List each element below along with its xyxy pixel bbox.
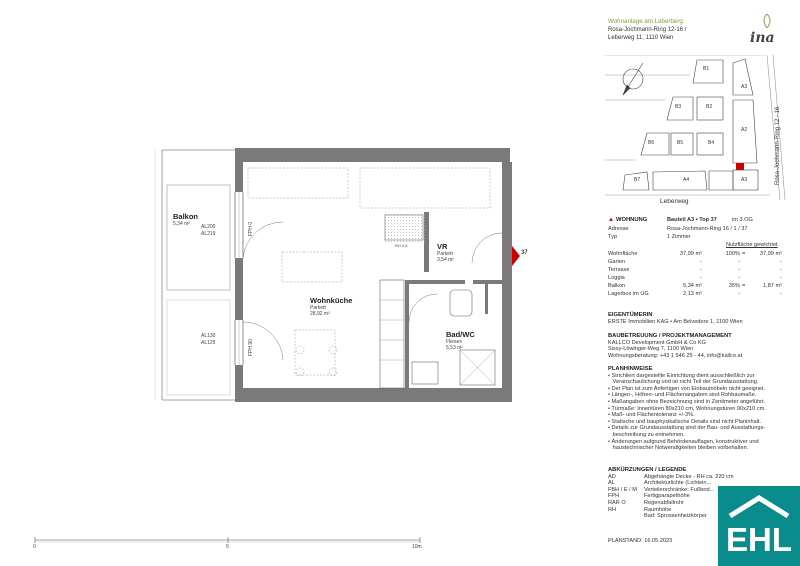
area-pct: - <box>738 291 740 297</box>
baubetreuung-line1: KALLCO Development GmbH & Co KG <box>608 339 706 346</box>
area-pct: - <box>738 267 740 273</box>
legend-key: FPH <box>608 493 620 500</box>
scale-bar <box>35 537 420 543</box>
warning-triangle-icon: ▲ <box>608 217 614 223</box>
building-a3-bottom: A3 <box>741 177 748 183</box>
scale-label-5: 5 <box>226 544 229 550</box>
area-row <box>608 275 788 282</box>
nutzflaeche-header: Nutzfläche gewichtet <box>726 242 778 248</box>
walls <box>235 148 512 402</box>
typ-label: Typ <box>608 234 618 240</box>
area-label: Loggia <box>608 275 625 281</box>
street-leberweg: Leberweg <box>660 198 689 205</box>
area-eq: = <box>742 283 746 289</box>
annotation-al125: AL125 <box>201 340 216 346</box>
ehl-logo <box>718 486 800 566</box>
ehl-text: EHL <box>726 521 792 558</box>
legend-value: Bad: Sprossenheizkörper <box>644 513 707 520</box>
planhinweis-item: • Statische und bauphysikalische Details sind nicht Planinhalt. <box>608 418 762 425</box>
area-label: Balkon <box>608 283 626 289</box>
legend-value: Fertigparapethöhe <box>644 493 690 500</box>
building-a3-top: A3 <box>741 84 748 90</box>
legend-item <box>608 474 788 481</box>
legend-value: Abgehängte Decke - RH ca. 220 cm <box>644 473 734 480</box>
scale-label-0: 0 <box>33 544 36 550</box>
site-marker <box>736 163 744 170</box>
adresse-label: Adresse <box>608 226 629 232</box>
project-address-2: Leberweg 11, 1110 Wien <box>608 35 674 41</box>
annotation-rh: RH 2,6 <box>395 243 408 248</box>
area-row <box>608 259 788 266</box>
planhinweis-item: Veranschaulichung und ist nicht Teil der Grundausstattung. <box>608 379 759 386</box>
legend-key: RH <box>608 506 617 513</box>
house-roof-icon <box>718 492 800 522</box>
planhinweis-item: • Strichliert dargestellte Einrichtung dient ausschließlich zur <box>608 372 755 379</box>
typ-value: 1 Zimmer <box>667 234 691 240</box>
annotation-fph90: FPH 90 <box>248 339 254 356</box>
room-bad: Bad/WC Fliesen 5,53 m² <box>446 330 475 351</box>
annotation-al219: AL219 <box>201 231 216 237</box>
area-value: - <box>700 267 702 273</box>
wohnung-title: WOHNUNG <box>616 217 648 223</box>
room-wohnkueche: Wohnküche Parkett 28,92 m² <box>310 296 353 317</box>
baubetreuung-section <box>608 333 788 359</box>
baubetreuung-title: BAUBETREUUNG / PROJEKTMANAGEMENT <box>608 333 732 339</box>
planhinweis-item: • Der Plan ist zum Anfertigen von Einbaumöbeln nicht geeignet. <box>608 385 766 392</box>
area-weighted: 1,87 m² <box>763 283 782 289</box>
area-value: 5,34 m² <box>683 283 702 289</box>
balcony-outline <box>167 185 230 290</box>
wohnung-bauteil: Bauteil A3 • Top 37 <box>667 217 717 223</box>
area-weighted: - <box>780 267 782 273</box>
building-b5: B5 <box>677 140 684 146</box>
building-b1: B1 <box>703 66 710 72</box>
planstand: PLANSTAND: 16.05.2023 <box>608 538 673 544</box>
sink <box>412 362 438 384</box>
legend-value: Regenabfallrohr <box>644 499 684 506</box>
project-name: Wohnanlage am Leberberg <box>608 18 683 25</box>
eigentuemer-section <box>608 312 788 325</box>
legend-value: Architekturlichte (Lichtein... <box>644 480 712 487</box>
planhinweis-item: • Änderungen aufgrund Behördenauflagen, konstruktiver und <box>608 438 759 445</box>
north-arrow-icon <box>623 63 643 95</box>
planhinweis-item: • Details zur Grundausstattung sind der Bau- und Ausstattungs- <box>608 425 766 432</box>
planhinweise-title: PLANHINWEISE <box>608 366 653 372</box>
ina-logo: ina <box>750 30 775 46</box>
entrance-door-swing <box>472 233 502 263</box>
area-eq: = <box>742 251 746 257</box>
room-vr: VR Parkett 3,54 m² <box>437 242 454 263</box>
legend-key: RAR O <box>608 499 626 506</box>
site-plan <box>605 55 790 200</box>
adresse-value: Rosa-Jochmann-Ring 16 / 1 / 37 <box>667 226 748 232</box>
planhinweise-section <box>608 366 788 452</box>
area-value: 2,13 m² <box>683 291 702 297</box>
area-row <box>608 267 788 274</box>
area-pct: 100% <box>725 251 740 257</box>
legend-key: AD <box>608 473 616 480</box>
area-weighted: 37,99 m² <box>759 251 782 257</box>
planhinweis-item: beschreibung zu entnehmen. <box>608 431 685 438</box>
planhinweis-item: • Türmaße: Innentüren 80x210 cm, Wohnungstüren 90x210 cm. <box>608 405 766 412</box>
toilet <box>450 290 472 316</box>
area-label: Garten <box>608 259 626 265</box>
area-weighted: - <box>780 291 782 297</box>
annotation-al130: AL130 <box>201 333 216 339</box>
area-pct: - <box>738 259 740 265</box>
building-a4: A4 <box>683 177 690 183</box>
area-label: Lagerbox im UG <box>608 291 649 297</box>
street-rosa-jochmann: Rosa-Jochmann-Ring 12 - 16 <box>775 106 781 185</box>
baubetreuung-line2: Sissy-Löwinger-Weg 7, 1100 Wien <box>608 346 694 353</box>
area-weighted: - <box>780 275 782 281</box>
building-b2: B2 <box>706 104 713 110</box>
building-b7: B7 <box>634 177 641 183</box>
legend-key: FBH / E / M <box>608 486 637 493</box>
building-b4: B4 <box>708 140 715 146</box>
planhinweis-item: haustechnischer Notwendigkeiten bleiben vorbehalten. <box>608 445 749 452</box>
project-address-1: Rosa-Jochmann-Ring 12-16 / <box>608 27 687 33</box>
building-b6: B6 <box>648 140 655 146</box>
area-row <box>608 291 788 298</box>
wohnung-geschoss: im 3.OG <box>732 217 753 223</box>
annotation-al200: AL200 <box>201 224 216 230</box>
area-value: - <box>700 259 702 265</box>
ina-leaf-icon <box>762 14 772 28</box>
planhinweis-item: • Längen-, Höhen- und Flächenangaben sind Rohbaumaße. <box>608 392 757 399</box>
area-label: Wohnfläche <box>608 251 638 257</box>
planhinweis-item: • Maßangaben ohne Bezeichnung sind in Zentimeter angeführt. <box>608 398 766 405</box>
eigentuemer-text: ERSTE Immobilien KAG • Am Belvedere 1, 1100 Wien <box>608 318 743 325</box>
annotation-fph0: FPH 0 <box>248 221 254 236</box>
baubetreuung-line3: Wohnungsberatung: +43 1 546 25 - 44, info@kallco.at <box>608 352 743 359</box>
area-label: Terrasse <box>608 267 630 273</box>
building-b3: B3 <box>675 104 682 110</box>
area-row <box>608 283 788 290</box>
area-pct: 35% <box>728 283 740 289</box>
area-value: - <box>700 275 702 281</box>
legend-value: Verteilerschränke: Fußbod... <box>644 486 715 493</box>
area-weighted: - <box>780 259 782 265</box>
legend-key: AL <box>608 480 615 487</box>
scale-label-10: 10m <box>412 544 422 550</box>
entrance-marker-icon <box>512 246 520 266</box>
building-a2: A2 <box>741 127 748 133</box>
area-value: 37,99 m² <box>679 251 702 257</box>
legend-value: Raumhöhe <box>644 506 672 513</box>
room-balkon: Balkon 5,34 m² <box>173 212 199 227</box>
area-row <box>608 251 788 258</box>
abkuerzungen-title: ABKÜRZUNGEN / LEGENDE <box>608 467 687 473</box>
area-pct: - <box>738 275 740 281</box>
top-number: 37 <box>521 250 528 256</box>
planhinweis-item: • Maß- und Flächentoleranz +/-3%. <box>608 412 695 419</box>
eigentuemer-title: EIGENTÜMERIN <box>608 312 653 318</box>
